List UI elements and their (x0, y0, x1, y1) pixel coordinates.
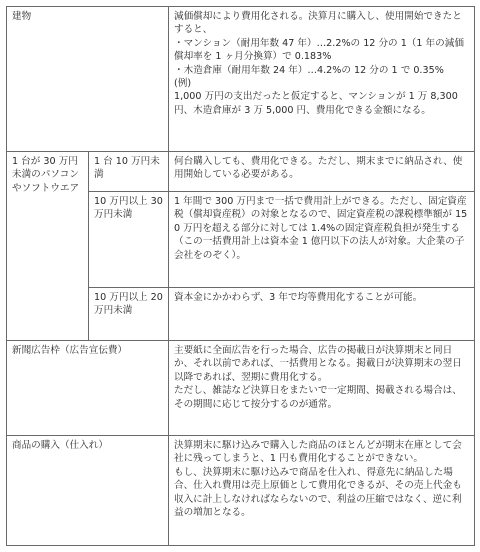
table-row-goods (7, 436, 475, 546)
table-row-building (7, 7, 475, 152)
row-label-building: 建物 (7, 7, 169, 152)
sub-desc-10-30: 1 年間で 300 万円まで一括で費用計上ができる。ただし、固定資産税（償却資産税）の対象となるので、固定資産税の課税標準額が 150 万円を超える部分に対しては 1.4%の固定資産税負担が発生する（この一括費用計上は資本金 1 億円以下の法人が対象。大企業の子会社をのぞく）。 (169, 192, 475, 288)
row-desc-goods: 決算期末に駆け込みで購入した商品のほとんどが期末在庫として会社に残ってしまうと、1 円も費用化することができない。 もし、決算期末に駆け込みで商品を仕入れ、得意先に納品した場合、仕入れ費用は売上原価として費用化できるが、その売上代金も収入に計上しなければならないので、利益の圧縮ではなく、逆に利益の増加となる。 (169, 436, 475, 546)
sub-label-under-10: 1 台 10 万円未満 (89, 152, 169, 192)
row-label-pc: 1 台が 30 万円未満のパソコンやソフトウエア (7, 152, 89, 341)
sub-label-10-30: 10 万円以上 30 万円未満 (89, 192, 169, 288)
row-label-newspaper: 新聞広告枠（広告宣伝費） (7, 341, 169, 436)
table-row-newspaper (7, 341, 475, 436)
table-row-pc-under-10 (7, 152, 475, 192)
expense-table (6, 6, 475, 546)
row-label-goods: 商品の購入（仕入れ） (7, 436, 169, 546)
sub-desc-10-20: 資本金にかかわらず、3 年で均等費用化することが可能。 (169, 288, 475, 341)
row-desc-newspaper: 主要紙に全面広告を行った場合、広告の掲載日が決算期末と同日か、それ以前であれば、一括費用となる。掲載日が決算期末の翌日以降であれば、翌期に費用化する。 ただし、雑誌など決算日をまたいで一定期間、掲載される場合は、その期間に応じて按分するのが通常。 (169, 341, 475, 436)
row-desc-building: 減価償却により費用化される。決算月に購入し、使用開始できたとすると、 ・マンション（耐用年数 47 年）…2.2%の 12 分の 1（1 年の減価償却率を 1 ヶ月分換算）で 0.183% ・木造倉庫（耐用年数 24 年）…4.2%の 12 分の 1 で 0.35% (例) 1,000 万円の支出だったと仮定すると、マンションが 1 万 8,300 円、木造倉庫が 3 万 5,000 円、費用化できる金額になる。 (169, 7, 475, 152)
sub-desc-under-10: 何台購入しても、費用化できる。ただし、期末までに納品され、使用開始している必要がある。 (169, 152, 475, 192)
sub-label-10-20: 10 万円以上 20 万円未満 (89, 288, 169, 341)
